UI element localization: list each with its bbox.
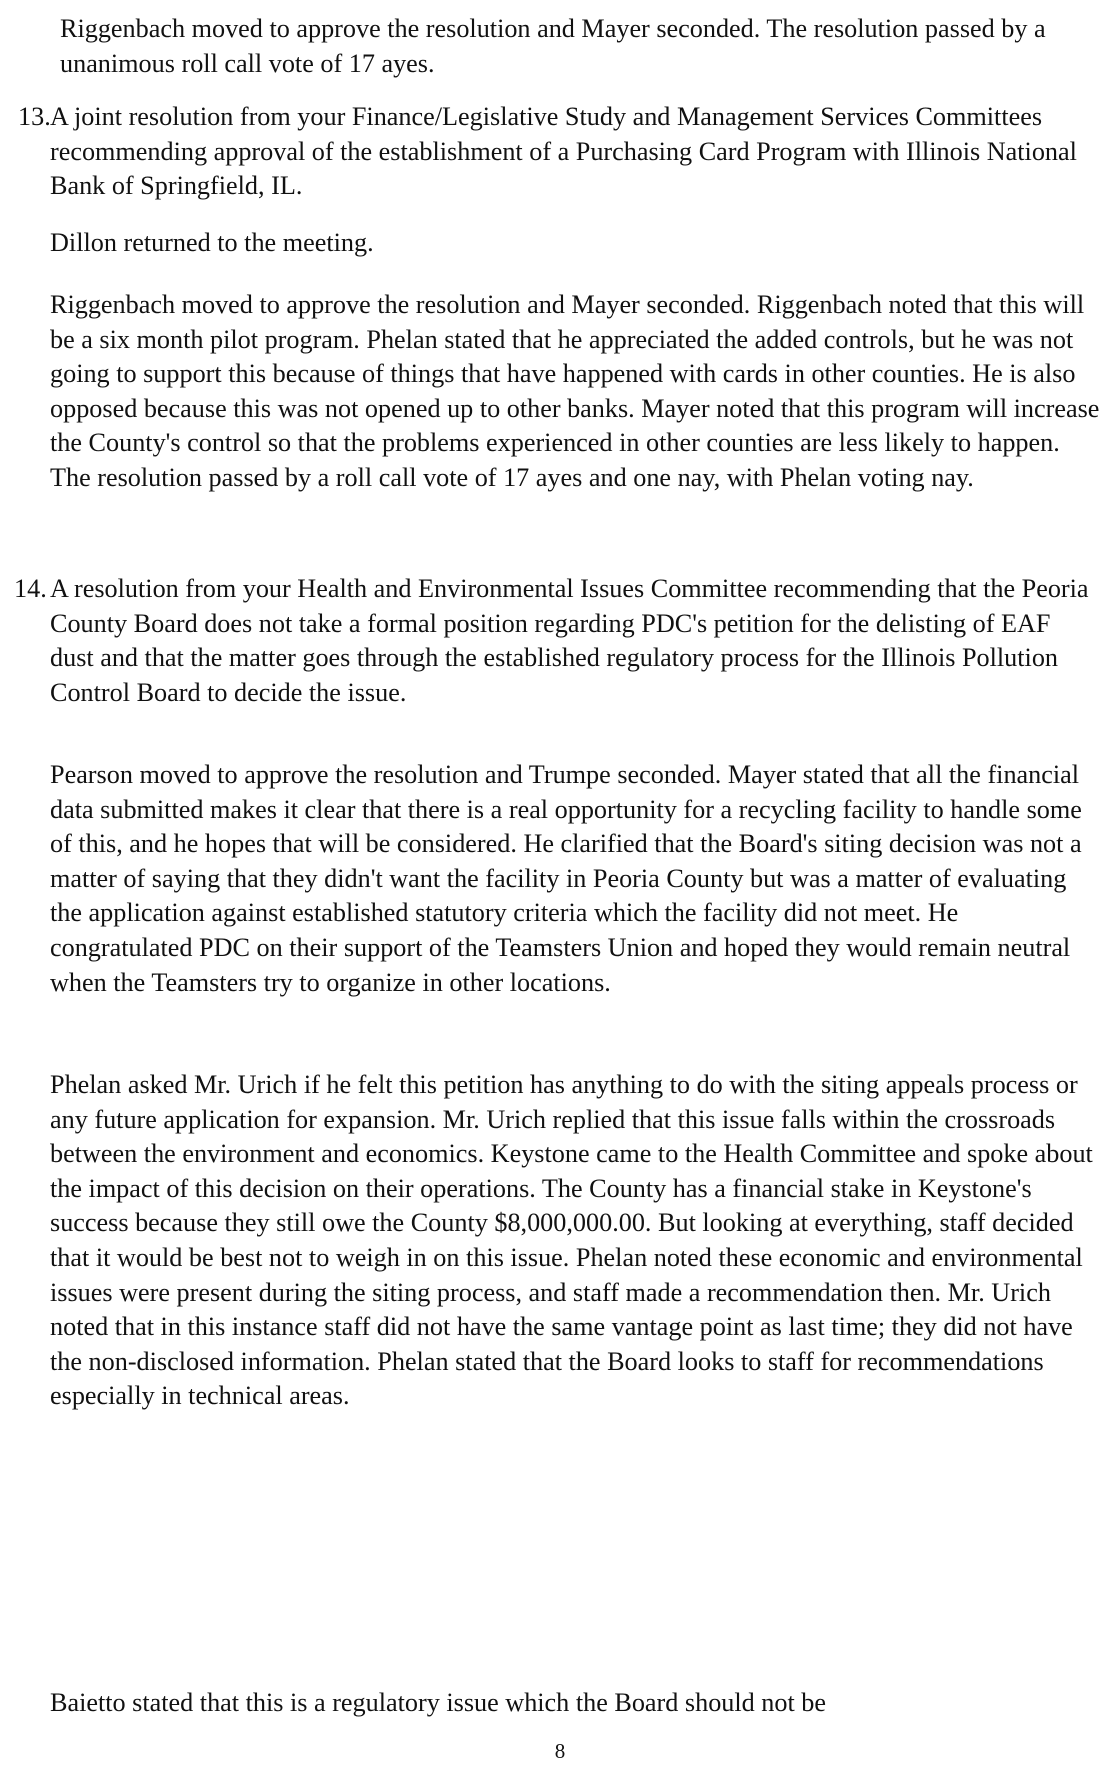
- page-number: 8: [554, 1739, 566, 1763]
- paragraph-baietto-statement: Baietto stated that this is a regulatory issue which the Board should not be: [50, 1688, 827, 1717]
- item-14-text: A resolution from your Health and Environmental Issues Committee recommending that the Peoria County Board does not take a formal position regarding PDC's petition for the delisting of EAF dust and that the matter goes through the established regulatory process for the Illinois Pollution Control Board to decide the issue.: [50, 574, 1089, 707]
- item-13-number: 13.: [18, 102, 51, 131]
- paragraph-purchasing-card-discussion: Riggenbach moved to approve the resolution and Mayer seconded. Riggenbach noted that this will be a six month pilot program. Phelan stated that he appreciated the added controls, but he was not going to support this because of things that have happened with cards in other counties. He is also opposed because this was not opened up to other banks. Mayer noted that this program will increase the County's control so that the problems experienced in other counties are less likely to happen. The resolution passed by a roll call vote of 17 ayes and one nay, with Phelan voting nay.: [50, 290, 1100, 492]
- paragraph-riggenbach-vote: Riggenbach moved to approve the resolution and Mayer seconded. The resolution passed by a unanimous roll call vote of 17 ayes.: [60, 14, 1046, 78]
- paragraph-pearson-motion: Pearson moved to approve the resolution and Trumpe seconded. Mayer stated that all the financial data submitted makes it clear that there is a real opportunity for a recycling facility to handle some of this, and he hopes that will be considered. He clarified that the Board's siting decision was not a matter of saying that they didn't want the facility in Peoria County but was a matter of evaluating the application against established statutory criteria which the facility did not meet. He congratulated PDC on their support of the Teamsters Union and hoped they would remain neutral when the Teamsters try to organize in other locations.: [50, 760, 1082, 997]
- paragraph-phelan-urich-discussion: Phelan asked Mr. Urich if he felt this petition has anything to do with the siting appeals process or any future application for expansion. Mr. Urich replied that this issue falls within the crossroads between the environment and economics. Keystone came to the Health Committee and spoke about the impact of this decision on their operations. The County has a financial stake in Keystone's success because they still owe the County $8,000,000.00. But looking at everything, staff decided that it would be best not to weigh in on this issue. Phelan noted these economic and environmental issues were present during the siting process, and staff made a recommendation then. Mr. Urich noted that in this instance staff did not have the same vantage point as last time; they did not have the non-disclosed information. Phelan stated that the Board looks to staff for recommendations especially in technical areas.: [50, 1070, 1093, 1411]
- item-13-text: A joint resolution from your Finance/Legislative Study and Management Services Committees recommending approval of the establishment of a Purchasing Card Program with Illinois National Bank of Springfield, IL.: [50, 102, 1077, 201]
- item-14-number: 14.: [14, 574, 47, 603]
- paragraph-dillon-returned: Dillon returned to the meeting.: [50, 228, 374, 257]
